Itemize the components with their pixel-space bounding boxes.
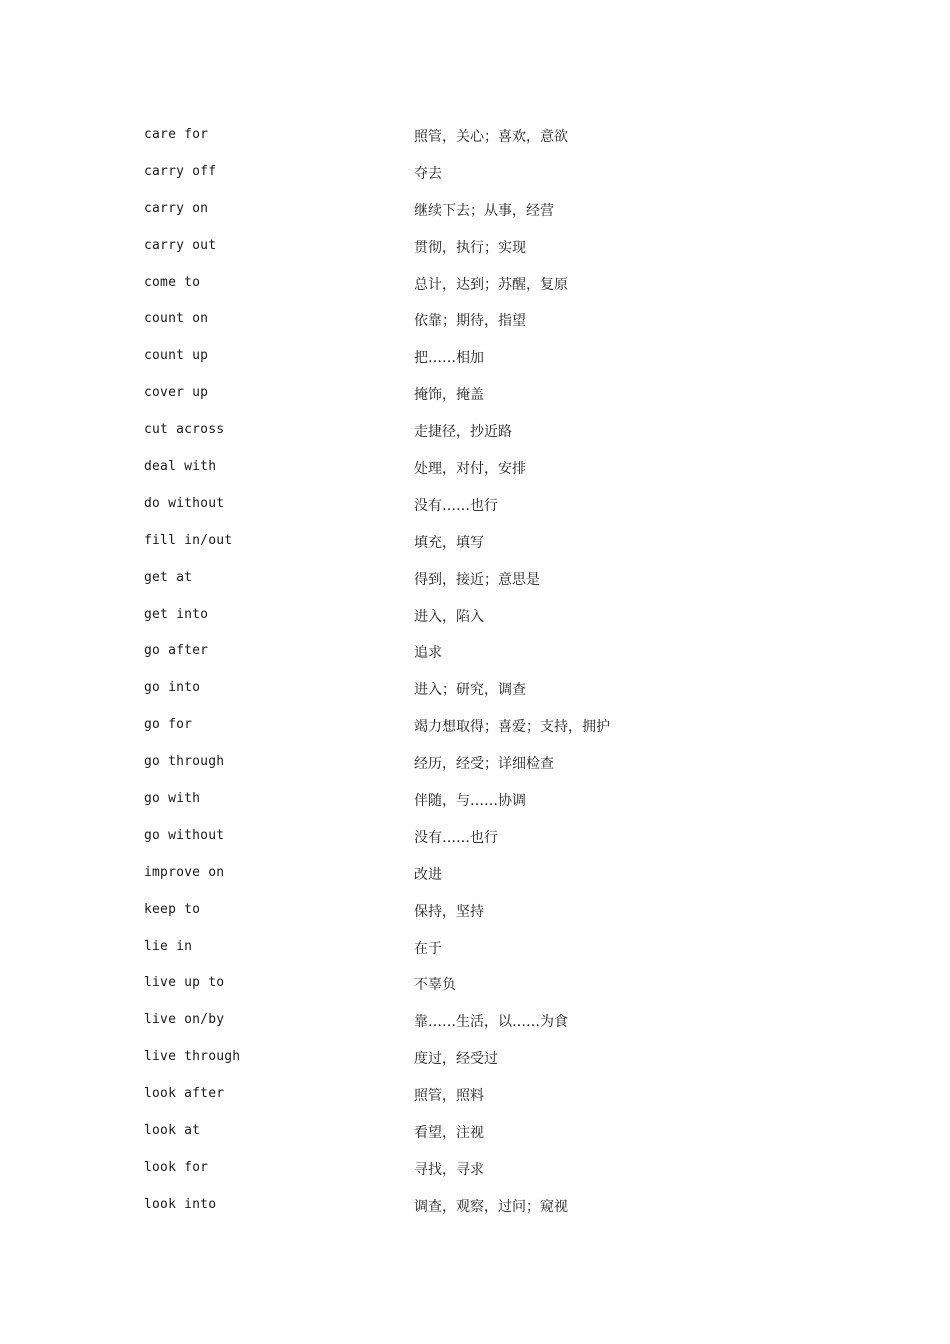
phrase-text: live up to (144, 975, 225, 991)
phrase-text: go for (144, 717, 193, 733)
phrase-text: look for (144, 1159, 209, 1175)
list-item (0, 449, 950, 486)
phrase-text: go without (144, 827, 225, 843)
list-item (0, 892, 950, 929)
phrase-text: cover up (144, 385, 209, 401)
phrase-text: get at (144, 569, 193, 585)
meaning-text: 调查，观察，过问；窥视 (414, 1198, 568, 1215)
phrase-text: go into (144, 680, 201, 696)
list-item (0, 191, 950, 228)
list-item (0, 744, 950, 781)
meaning-text: 依靠；期待，指望 (414, 313, 526, 330)
phrase-text: count up (144, 348, 209, 364)
list-item (0, 265, 950, 302)
meaning-text: 夺去 (414, 165, 442, 182)
meaning-text: 掩饰，掩盖 (414, 387, 484, 404)
list-item (0, 338, 950, 375)
list-item (0, 154, 950, 191)
phrase-text: improve on (144, 864, 225, 880)
phrase-text: live on/by (144, 1012, 225, 1028)
list-item (0, 228, 950, 265)
list-item (0, 965, 950, 1002)
meaning-text: 经历，经受；详细检查 (414, 756, 554, 773)
list-item (0, 1002, 950, 1039)
meaning-text: 进入；研究，调查 (414, 682, 526, 699)
phrase-text: carry out (144, 237, 217, 253)
list-item (0, 301, 950, 338)
list-item (0, 707, 950, 744)
list-item (0, 560, 950, 597)
phrase-text: look at (144, 1123, 201, 1139)
list-item (0, 486, 950, 523)
meaning-text: 总计，达到；苏醒，复原 (414, 276, 568, 293)
phrase-list (0, 117, 950, 1224)
list-item (0, 855, 950, 892)
meaning-text: 追求 (414, 645, 442, 662)
meaning-text: 没有……也行 (414, 829, 498, 846)
list-item (0, 117, 950, 154)
list-item (0, 412, 950, 449)
meaning-text: 进入，陷入 (414, 608, 484, 625)
list-item (0, 1039, 950, 1076)
phrase-text: keep to (144, 901, 201, 917)
meaning-text: 寻找，寻求 (414, 1161, 484, 1178)
meaning-text: 度过，经受过 (414, 1051, 498, 1068)
phrase-text: live through (144, 1049, 241, 1065)
list-item (0, 1150, 950, 1187)
meaning-text: 填充，填写 (414, 534, 484, 551)
meaning-text: 靠……生活，以……为食 (414, 1014, 568, 1031)
meaning-text: 走捷径，抄近路 (414, 424, 512, 441)
list-item (0, 597, 950, 634)
list-item (0, 1113, 950, 1150)
phrase-text: carry on (144, 200, 209, 216)
meaning-text: 伴随，与……协调 (414, 793, 526, 810)
list-item (0, 633, 950, 670)
meaning-text: 竭力想取得；喜爱；支持，拥护 (414, 719, 610, 736)
phrase-text: deal with (144, 459, 217, 475)
list-item (0, 375, 950, 412)
meaning-text: 没有……也行 (414, 497, 498, 514)
phrase-text: count on (144, 311, 209, 327)
list-item (0, 1076, 950, 1113)
meaning-text: 在于 (414, 940, 442, 957)
meaning-text: 继续下去；从事，经营 (414, 202, 554, 219)
phrase-text: fill in/out (144, 532, 233, 548)
phrase-text: look into (144, 1196, 217, 1212)
meaning-text: 贯彻，执行；实现 (414, 239, 526, 256)
meaning-text: 把……相加 (414, 350, 484, 367)
meaning-text: 改进 (414, 866, 442, 883)
list-item (0, 670, 950, 707)
phrase-text: look after (144, 1086, 225, 1102)
phrase-text: care for (144, 127, 209, 142)
list-item (0, 523, 950, 560)
phrase-text: go through (144, 754, 225, 770)
phrase-text: get into (144, 606, 209, 622)
phrase-text: cut across (144, 422, 225, 438)
meaning-text: 保持，坚持 (414, 903, 484, 920)
meaning-text: 照管，照料 (414, 1088, 484, 1105)
meaning-text: 处理，对付，安排 (414, 461, 526, 478)
phrase-text: carry off (144, 163, 217, 179)
phrase-text: lie in (144, 938, 193, 954)
phrase-text: go after (144, 643, 209, 659)
list-item (0, 1187, 950, 1224)
list-item (0, 818, 950, 855)
phrase-text: do without (144, 495, 225, 511)
phrase-text: go with (144, 791, 201, 807)
meaning-text: 看望，注视 (414, 1125, 484, 1142)
meaning-text: 得到，接近；意思是 (414, 571, 540, 588)
list-item (0, 929, 950, 966)
phrase-text: come to (144, 274, 201, 290)
meaning-text: 照管，关心；喜欢，意欲 (414, 129, 568, 145)
list-item (0, 781, 950, 818)
meaning-text: 不辜负 (414, 977, 456, 994)
